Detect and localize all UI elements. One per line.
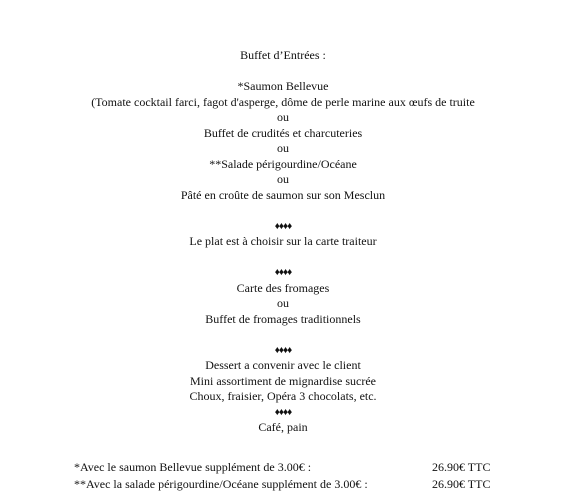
price-value: 26.90€ TTC bbox=[432, 460, 491, 474]
saumon-bellevue: *Saumon Bellevue bbox=[237, 79, 329, 93]
buffet-entrees-title: Buffet d’Entrées : bbox=[240, 48, 326, 62]
or-separator: ou bbox=[277, 172, 289, 186]
plat-principal: Le plat est à choisir sur la carte traiteur bbox=[189, 234, 377, 248]
pate-en-croute: Pâté en croûte de saumon sur son Mesclun bbox=[180, 187, 386, 202]
diamond-separator: ♦♦♦♦ bbox=[274, 220, 292, 232]
buffet-crudites: Buffet de crudités et charcuteries bbox=[203, 125, 363, 140]
diamond-separator: ♦♦♦♦ bbox=[274, 344, 292, 356]
choux-list: Choux, fraisier, Opéra 3 chocolats, etc. bbox=[189, 389, 377, 403]
or-separator: ou bbox=[277, 110, 289, 124]
price-row-saumon bbox=[0, 460, 566, 475]
saumon-description: (Tomate cocktail farci, fagot d'asperge, dôme de perle marine aux œufs de truite bbox=[91, 94, 475, 109]
price-label: *Avec le saumon Bellevue supplément de 3.00€ : bbox=[74, 460, 312, 474]
buffet-fromages: Buffet de fromages traditionnels bbox=[205, 311, 361, 326]
price-row-salade bbox=[0, 477, 566, 492]
price-value: 26.90€ TTC bbox=[432, 477, 491, 491]
price-label: **Avec la salade périgourdine/Océane supplément de 3.00€ : bbox=[74, 477, 368, 491]
dessert: Dessert a convenir avec le client bbox=[205, 358, 361, 372]
or-separator: ou bbox=[277, 141, 289, 155]
diamond-separator: ♦♦♦♦ bbox=[274, 406, 292, 418]
menu-body bbox=[0, 48, 566, 436]
cafe-pain: Café, pain bbox=[258, 420, 308, 434]
carte-fromages: Carte des fromages bbox=[236, 280, 330, 295]
mignardise: Mini assortiment de mignardise sucrée bbox=[190, 373, 376, 388]
or-separator: ou bbox=[277, 296, 289, 310]
diamond-separator: ♦♦♦♦ bbox=[274, 267, 292, 278]
salade-perigourdine: **Salade périgourdine/Océane bbox=[209, 156, 357, 171]
